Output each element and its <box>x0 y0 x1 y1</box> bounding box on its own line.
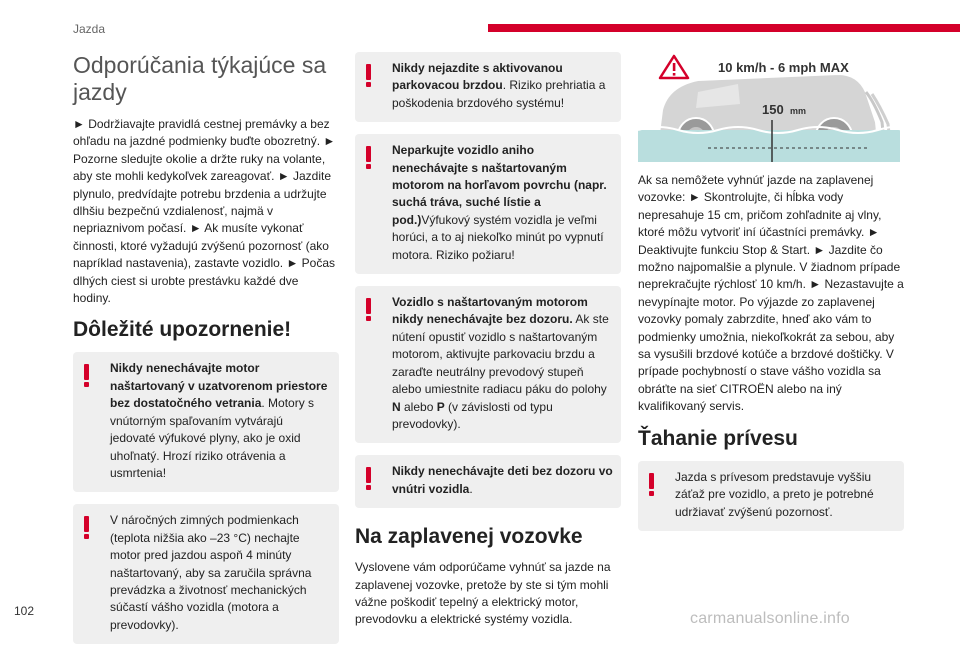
warning-bold-text: Nikdy nejazdite s aktivovanou parkovacou brzdou <box>392 61 563 93</box>
page-number: 102 <box>14 604 35 618</box>
important-warning-heading: Dôležité upozornenie! <box>73 318 292 342</box>
section-title: Odporúčania týkajúce sa jazdy <box>73 52 327 105</box>
exclamation-icon <box>365 467 373 489</box>
warning-text-or: alebo <box>400 399 437 414</box>
warning-bold-text: Neparkujte vozidlo aniho nenechávajte s naštartovaným motorom na horľavom povrchu (napr. suchá tráva, suché lístie a pod.) <box>392 143 607 227</box>
depth-value-label: 150 <box>762 102 784 117</box>
warning-text: . <box>469 481 473 496</box>
flooded-road-text: Vyslovene vám odporúčame vyhnúť sa jazde na zaplavenej vozovke, pretože by ste si tým mohli vážne poškodiť tepelný a elektrický motor, prevodovku a elektrické systémy vozidla. <box>355 560 611 627</box>
exclamation-icon <box>365 146 373 168</box>
warning-box-trailer <box>638 461 904 531</box>
water-area <box>638 130 900 162</box>
warning-text: V náročných zimných podmienkach (teplota nižšia ako –23 °C) nechajte motor pred jazdou aspoň 4 minúty naštartovaný, aby sa zaručila správna prevádzka a životnosť mechanických súčastí vášho vozidla (motora a prevodovky). <box>110 513 312 632</box>
warning-box-parking-brake <box>355 52 621 122</box>
warning-box-children <box>355 455 621 508</box>
flooded-road-instructions: Ak sa nemôžete vyhnúť jazde na zaplavenej vozovke: ► Skontrolujte, či hĺbka vody nepresahuje 15 cm, pričom zohľadnite aj vlny, ktoré môžu vytvoriť iní účastníci premávky. ► Deaktivujte funkciu Stop & Start. ► Jazdite čo možno najpomalšie a plynule. V žiadnom prípade neprekračujte rýchlosť 10 km/h. ► Nezastavujte a nevypínajte motor. Po výjazde zo zaplavenej vozovky pomaly zabrzdite, hneď ako vám to podmienky umožnia, niekoľkokrát za sebou, aby sa vysušili brzdové kotúče a brzdové doštičky. V prípade pochybností o stave vášho vozidla sa obráťte na sieť CITROËN alebo na iný kvalifikovaný servis. <box>638 173 904 414</box>
watermark: carmanualsonline.info <box>690 610 850 627</box>
warning-text: Výfukový systém vozidla je veľmi horúci, a to aj niekoľko minút po vypnutí motora. Riziko požiaru! <box>392 212 604 262</box>
column-1 <box>73 52 339 656</box>
exclamation-icon <box>365 298 373 320</box>
warning-bold-text: Nikdy nenechávajte motor naštartovaný v uzatvorenom priestore bez dostatočného vetrania <box>110 361 328 411</box>
exclamation-icon <box>83 364 91 386</box>
warning-box-winter <box>73 504 339 644</box>
exclamation-icon <box>83 516 91 538</box>
driving-tips-text: ► Dodržiavajte pravidlá cestnej premávky a bez ohľadu na jazdné podmienky buďte obozretný. ► Pozorne sledujte okolie a držte ruky na volante, aby ste mohli kedykoľvek zareagovať. ► Jazdite plynulo, predvídajte potrebu brzdenia a udržujte dlhšiu bezpečnú vzdialenosť, najmä v nepriaznivom počasí. ► Ak musíte vykonať činnosti, ktoré vyžadujú zvýšenú pozornosť (ako napríklad nastavenia), zastavte vozidlo. ► Počas dlhých ciest si urobte prestávku každé dve hodiny. <box>73 117 336 306</box>
warning-box-flammable-surface <box>355 134 621 274</box>
warning-triangle-icon <box>660 56 688 78</box>
warning-bold-text: Vozidlo s naštartovaným motorom nikdy nenechávajte bez dozoru. <box>392 295 588 327</box>
speed-limit-label: 10 km/h - 6 mph MAX <box>718 60 849 75</box>
warning-box-ventilation <box>73 352 339 492</box>
trailer-heading: Ťahanie prívesu <box>638 426 798 450</box>
flooded-road-heading: Na zaplavenej vozovke <box>355 525 583 549</box>
column-3 <box>638 52 904 543</box>
flooded-road-illustration <box>638 52 900 162</box>
exclamation-icon <box>365 64 373 86</box>
warning-text-end: (v závislosti od typu prevodovky). <box>392 399 553 431</box>
warning-text: . Motory s vnútorným spaľovaním vytvárajú jedovaté výfukové plyny, ako je oxid uhoľnatý. Hrozí riziko otrávenia a usmrtenia! <box>110 396 315 480</box>
section-label: Jazda <box>73 22 106 36</box>
depth-unit-label: mm <box>790 106 807 116</box>
gear-p-label: P <box>436 399 445 414</box>
warning-text: Ak ste nútení opustiť vozidlo s naštartovaným motorom, aktivujte parkovaciu brzdu a zaraďte neutrálny prevodový stupeň alebo umiestnite radiacu páku do polohy <box>392 312 609 397</box>
warning-bold-text: Nikdy nenechávajte deti bez dozoru vo vnútri vozidla <box>392 464 613 496</box>
exclamation-icon <box>648 473 656 495</box>
header-accent-bar <box>488 24 960 32</box>
warning-text: . Riziko prehriatia a poškodenia brzdového systému! <box>392 78 606 110</box>
column-2 <box>355 52 621 629</box>
warning-text: Jazda s prívesom predstavuje vyššiu záťaž pre vozidlo, a preto je potrebné udržiavať zvýšenú pozornosť. <box>675 469 874 519</box>
gear-n-label: N <box>392 399 401 414</box>
warning-box-unattended-engine <box>355 286 621 443</box>
